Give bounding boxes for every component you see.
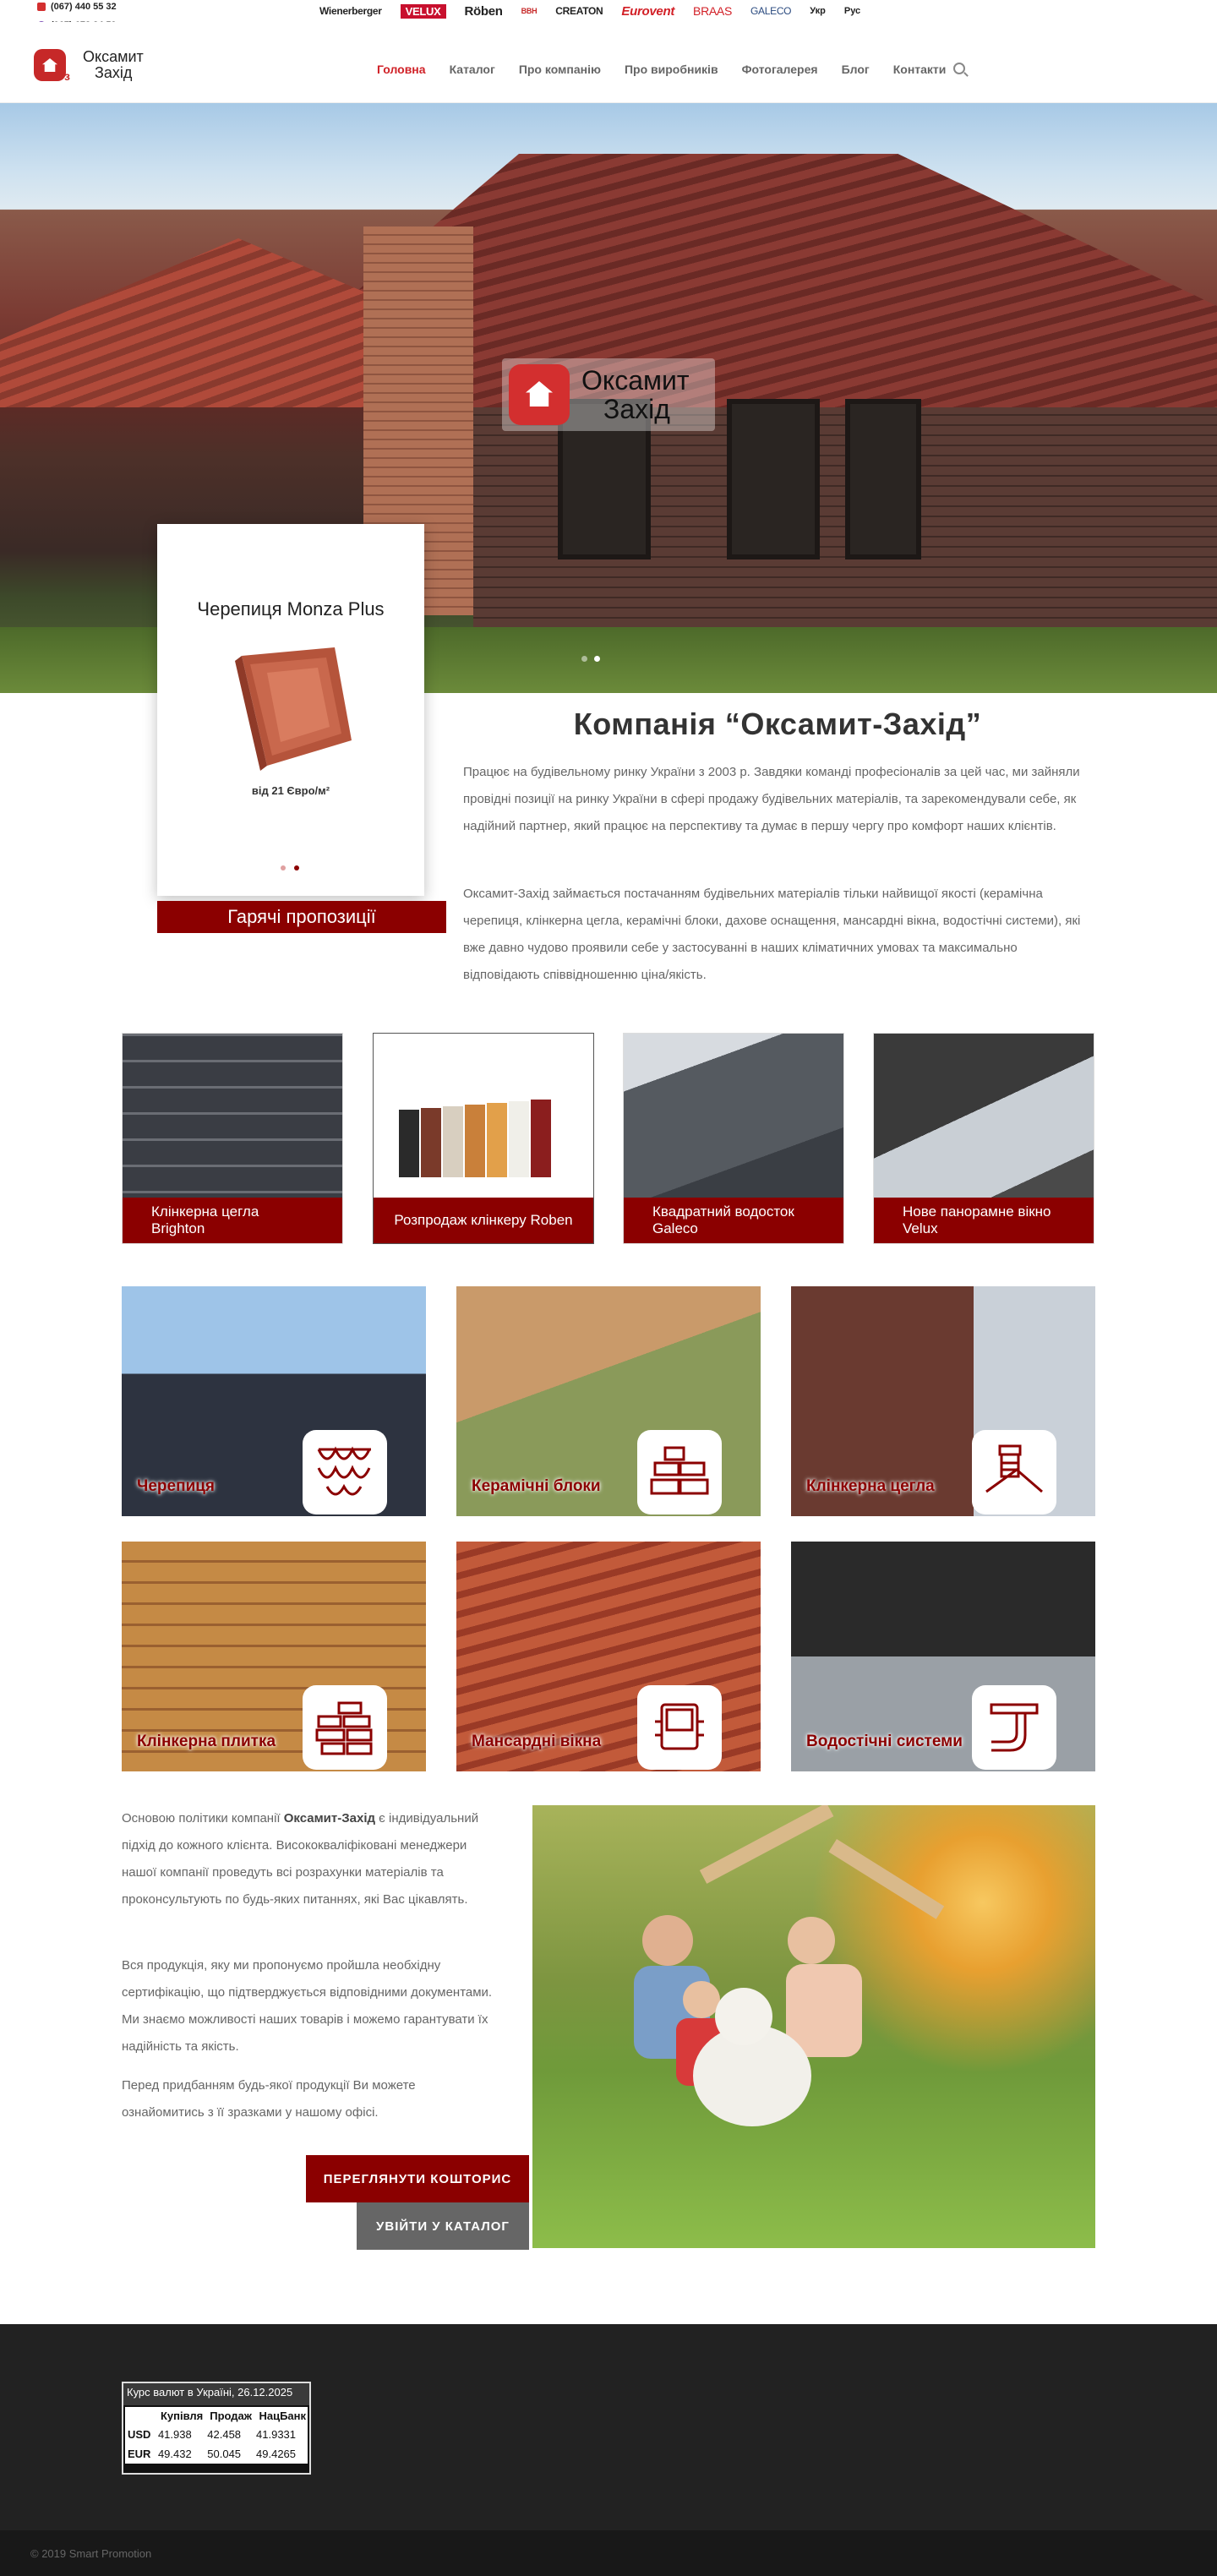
about-paragraph-2: Вся продукція, яку ми пропонуємо пройшла необхідну сертифікацію, що підтверджується відповідними документами. Ми знаємо можливості наших товарів і можемо гарантувати їх надійність та якість. <box>122 1958 493 2054</box>
about-paragraph-3: Перед придбанням будь-якої продукції Ви можете ознайомитись з її зразками у нашому офісі. <box>122 2078 416 2120</box>
house-icon <box>509 364 570 425</box>
phone-icon <box>37 3 46 11</box>
category-roof-tiles[interactable]: Черепиця <box>122 1286 426 1516</box>
menu-item-gallery[interactable]: Фотогалерея <box>741 63 818 76</box>
lang-rus[interactable]: Рус <box>843 6 861 16</box>
promo-label: Квадратний водосток Galeco <box>624 1198 843 1243</box>
view-estimate-button[interactable]: ПЕРЕГЛЯНУТИ КОШТОРИС <box>306 2155 529 2202</box>
company-title: Компанія “Оксамит-Захід” <box>573 707 982 741</box>
currency-rates-widget <box>122 2382 311 2475</box>
gutter-icon <box>972 1685 1056 1770</box>
menu-item-home[interactable]: Головна <box>377 63 426 76</box>
brick-tile-icon <box>303 1685 387 1770</box>
brand-logo-eurovent[interactable]: Eurovent <box>621 3 675 19</box>
copyright-text: © 2019 Smart Promotion <box>30 2547 152 2560</box>
brand-logo-wienerberger[interactable]: Wienerberger <box>319 5 382 17</box>
brand-logo-galeco[interactable]: GALECO <box>750 5 792 17</box>
brand-strip <box>319 2 860 20</box>
copyright-bar <box>0 2530 1217 2576</box>
brand-logo-creaton[interactable]: CREATON <box>555 5 603 17</box>
search-icon[interactable] <box>953 63 965 74</box>
slider-dot-active[interactable] <box>594 656 600 662</box>
category-clinker-tiles[interactable]: Клінкерна плитка <box>122 1542 426 1771</box>
menu-item-blog[interactable]: Блог <box>841 63 870 76</box>
clinker-samples-image <box>396 1093 573 1186</box>
family-illustration <box>532 1805 1095 2248</box>
roof-tile-image <box>216 639 360 774</box>
top-bar <box>0 0 1217 22</box>
site-logo[interactable]: з Оксамит Захід <box>34 49 144 81</box>
hot-offers-button[interactable]: Гарячі пропозиції <box>157 901 446 933</box>
hero-image-window <box>727 399 820 559</box>
brand-logo-roben[interactable]: Röben <box>464 3 503 19</box>
menu-item-about[interactable]: Про компанію <box>518 63 601 76</box>
lang-ukr[interactable]: Укр <box>810 6 826 16</box>
category-ceramic-blocks[interactable]: Керамічні блоки <box>456 1286 761 1516</box>
brand-logo-bvn[interactable]: ВВН <box>521 7 538 15</box>
roof-tile-icon <box>303 1430 387 1514</box>
phone-1[interactable]: (067) 440 55 32 <box>37 2 117 12</box>
promo-velux[interactable] <box>873 1033 1094 1244</box>
about-paragraph-1: Основою політики компанії Оксамит-Захід є індивідуальний підхід до кожного клієнта. Висококваліфіковані менеджери нашої компанії проведуть всі розрахунки матеріалів та проконсультують по будь-яких питаннях, які Вас цікавлять. <box>122 1811 479 1907</box>
main-header <box>0 22 1217 103</box>
brand-logo-braas[interactable]: BRAAS <box>693 4 732 18</box>
ceramic-blocks-icon <box>637 1430 722 1514</box>
hero-image-window <box>845 399 921 559</box>
rates-title: Курс валют в Україні, 26.12.2025 <box>123 2383 309 2405</box>
hero-image-roof-left <box>0 238 397 407</box>
card-slider-dots <box>281 865 299 870</box>
table-row: EUR 49.432 50.045 49.4265 <box>128 2448 297 2460</box>
category-roof-windows[interactable]: Мансардні вікна <box>456 1542 761 1771</box>
promo-galeco[interactable] <box>623 1033 844 1244</box>
table-row: USD 41.938 42.458 41.9331 <box>128 2428 297 2441</box>
rates-table: Купівля Продаж НацБанк USD 41.938 42.458 41.9331 EUR 49.432 50.045 49.4265 <box>125 2407 308 2464</box>
promo-label: Нове панорамне вікно Velux <box>874 1198 1094 1243</box>
hero-slider-dots <box>581 656 600 662</box>
featured-product-card[interactable] <box>157 524 424 896</box>
slider-dot-active[interactable] <box>294 865 299 870</box>
category-gutter-systems[interactable]: Водостічні системи <box>791 1542 1095 1771</box>
menu-item-catalog[interactable]: Каталог <box>449 63 495 76</box>
product-price: від 21 Євро/м² <box>251 784 330 797</box>
house-icon <box>34 49 66 81</box>
menu-item-manufacturers[interactable]: Про виробників <box>624 63 718 76</box>
main-menu <box>377 63 946 76</box>
category-clinker-bricks[interactable]: Клінкерна цегла <box>791 1286 1095 1516</box>
enter-catalog-button[interactable]: УВІЙТИ У КАТАЛОГ <box>357 2202 529 2250</box>
slider-dot[interactable] <box>581 656 587 662</box>
menu-item-contacts[interactable]: Контакти <box>892 63 947 76</box>
promo-roben[interactable] <box>373 1033 594 1244</box>
family-photo <box>532 1805 1095 2248</box>
company-paragraph-1: Працює на будівельному ринку України з 2003 р. Завдяки команді професіоналів за цей час, ми зайняли провідні позиції на ринку України в сфері продажу будівельних матеріалів, та зарекомендували себе, як надійний партнер, який працює на перспективу та думає в першу чергу про комфорт наших клієнтів. <box>463 765 1080 833</box>
promo-brighton[interactable] <box>122 1033 343 1244</box>
promo-label: Розпродаж клінкеру Roben <box>374 1198 593 1243</box>
slider-dot[interactable] <box>281 865 286 870</box>
chimney-icon <box>972 1430 1056 1514</box>
promo-label: Клінкерна цегла Brighton <box>123 1198 342 1243</box>
brand-logo-velux[interactable]: VELUX <box>401 4 446 19</box>
hero-logo-badge: Оксамит Захід <box>502 358 715 431</box>
roof-window-icon <box>637 1685 722 1770</box>
product-title: Черепиця Monza Plus <box>197 598 385 619</box>
company-paragraph-2: Оксамит-Захід займається постачанням будівельних матеріалів тільки найвищої якості (керамічна черепиця, клінкерна цегла, керамічні блоки, дахове оснащення, мансардні вікна, водостічні системи), які вже давно чудово проявили себе у застосуванні в наших кліматичних умовах та максимально відповідають співвідношенню ціна/якість. <box>463 887 1081 982</box>
